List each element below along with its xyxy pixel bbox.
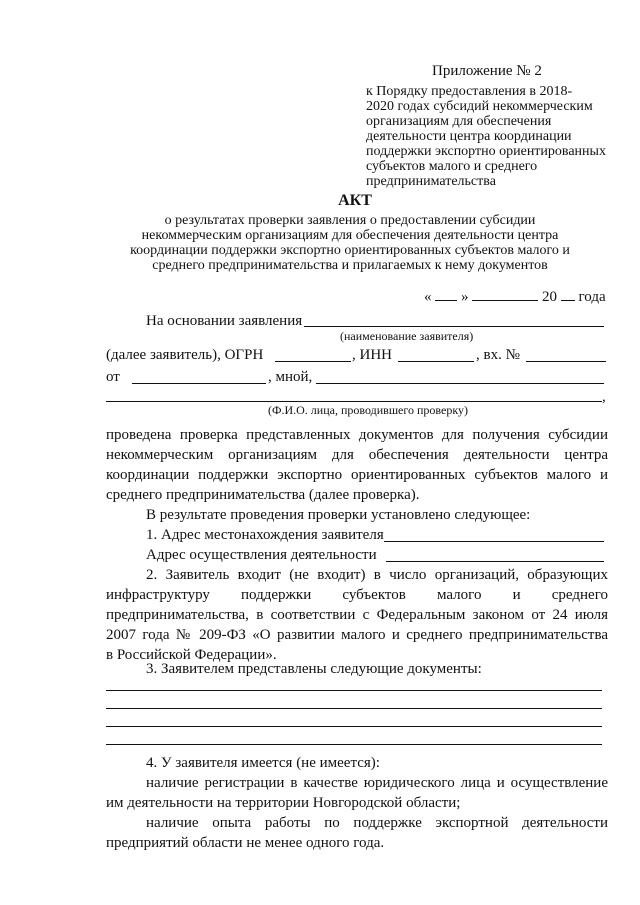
item2-line: 2. Заявитель входит (не входит) в число организаций, образующих bbox=[146, 567, 608, 583]
inn-label: , ИНН bbox=[352, 347, 392, 363]
item2-line: предпринимательства, в соответствии с Федеральным законом от 24 июля bbox=[106, 607, 608, 623]
item2-line: инфраструктуру поддержки субъектов малого и среднего bbox=[106, 587, 608, 603]
in-no-field[interactable] bbox=[526, 361, 606, 362]
by-me-label: , мной, bbox=[268, 369, 313, 385]
act-subtitle bbox=[100, 213, 600, 273]
date-line bbox=[424, 286, 606, 306]
item4a-line: им деятельности на территории Новгородской области; bbox=[106, 795, 461, 811]
item1-label: 1. Адрес местонахождения заявителя bbox=[146, 527, 384, 543]
date-close-quote: » bbox=[461, 289, 469, 305]
body-line: среднего предпринимательства (далее проверка). bbox=[106, 487, 420, 503]
date-day-field[interactable] bbox=[435, 286, 457, 301]
inspector-name-field-2[interactable] bbox=[106, 401, 602, 402]
inspector-caption: (Ф.И.О. лица, проводившего проверку) bbox=[268, 403, 469, 417]
date-century: 20 bbox=[542, 289, 557, 305]
ogrn-field[interactable] bbox=[275, 361, 351, 362]
date-year-word: года bbox=[578, 289, 606, 305]
item4b-line: наличие опыта работы по поддержке экспортной деятельности bbox=[146, 815, 608, 831]
date-open-quote: « bbox=[424, 289, 432, 305]
act-subtitle-line: координации поддержки экспортно ориентированных субъектов малого и bbox=[130, 243, 570, 258]
act-subtitle-line: о результатах проверки заявления о предоставлении субсидии bbox=[164, 213, 536, 228]
appendix-line: субъектов малого и среднего bbox=[366, 159, 538, 174]
appendix-line: деятельности центра координации bbox=[366, 129, 572, 144]
act-subtitle-line: среднего предпринимательства и прилагаемых к нему документов bbox=[152, 258, 548, 273]
body-line: проведена проверка представленных документов для получения субсидии bbox=[106, 427, 608, 443]
appendix-title: Приложение № 2 bbox=[432, 63, 542, 79]
item2-line: 2007 года № 209-ФЗ «О развитии малого и среднего предпринимательства bbox=[106, 627, 608, 643]
documents-field-2[interactable] bbox=[106, 708, 602, 709]
item4a-line: наличие регистрации в качестве юридического лица и осуществление bbox=[146, 775, 608, 791]
date-year-field[interactable] bbox=[561, 286, 575, 301]
item1b-label: Адрес осуществления деятельности bbox=[146, 547, 377, 563]
appendix-line: 2020 годах субсидий некоммерческим bbox=[366, 99, 593, 114]
act-subtitle-line: некоммерческим организациям для обеспечения деятельности центра bbox=[141, 228, 559, 243]
applicant-caption: (наименование заявителя) bbox=[340, 329, 474, 343]
body-line: координации поддержки экспортно ориентированных субъектов малого и bbox=[106, 467, 608, 483]
applicant-label: (далее заявитель), ОГРН bbox=[106, 347, 264, 363]
from-date-field[interactable] bbox=[132, 383, 266, 384]
item2-line: в Российской Федерации». bbox=[106, 647, 277, 663]
appendix-line: предпринимательства bbox=[366, 174, 496, 189]
date-month-field[interactable] bbox=[472, 286, 538, 301]
applicant-name-field[interactable] bbox=[304, 326, 604, 327]
appendix-text bbox=[366, 84, 606, 189]
documents-field-3[interactable] bbox=[106, 726, 602, 727]
result-intro: В результате проведения проверки установлено следующее: bbox=[146, 507, 531, 523]
from-label: от bbox=[106, 369, 120, 385]
in-no-label: , вх. № bbox=[476, 347, 520, 363]
inn-field[interactable] bbox=[398, 361, 474, 362]
appendix-line: организациям для обеспечения bbox=[366, 114, 552, 129]
item4b-line: предприятий области не менее одного года. bbox=[106, 835, 385, 851]
act-title: АКТ bbox=[338, 192, 372, 209]
documents-field-1[interactable] bbox=[106, 690, 602, 691]
documents-field-4[interactable] bbox=[106, 744, 602, 745]
item4-label: 4. У заявителя имеется (не имеется): bbox=[146, 755, 380, 771]
item3-label: 3. Заявителем представлены следующие документы: bbox=[146, 661, 482, 677]
applicant-address-field[interactable] bbox=[384, 541, 604, 542]
activity-address-field[interactable] bbox=[386, 561, 604, 562]
appendix-line: к Порядку предоставления в 2018- bbox=[366, 84, 573, 99]
basis-label: На основании заявления bbox=[146, 313, 303, 329]
comma: , bbox=[602, 389, 606, 405]
inspector-name-field[interactable] bbox=[316, 383, 604, 384]
appendix-line: поддержки экспортно ориентированных bbox=[366, 144, 606, 159]
body-line: некоммерческим организациям для обеспечения деятельности центра bbox=[106, 447, 608, 463]
